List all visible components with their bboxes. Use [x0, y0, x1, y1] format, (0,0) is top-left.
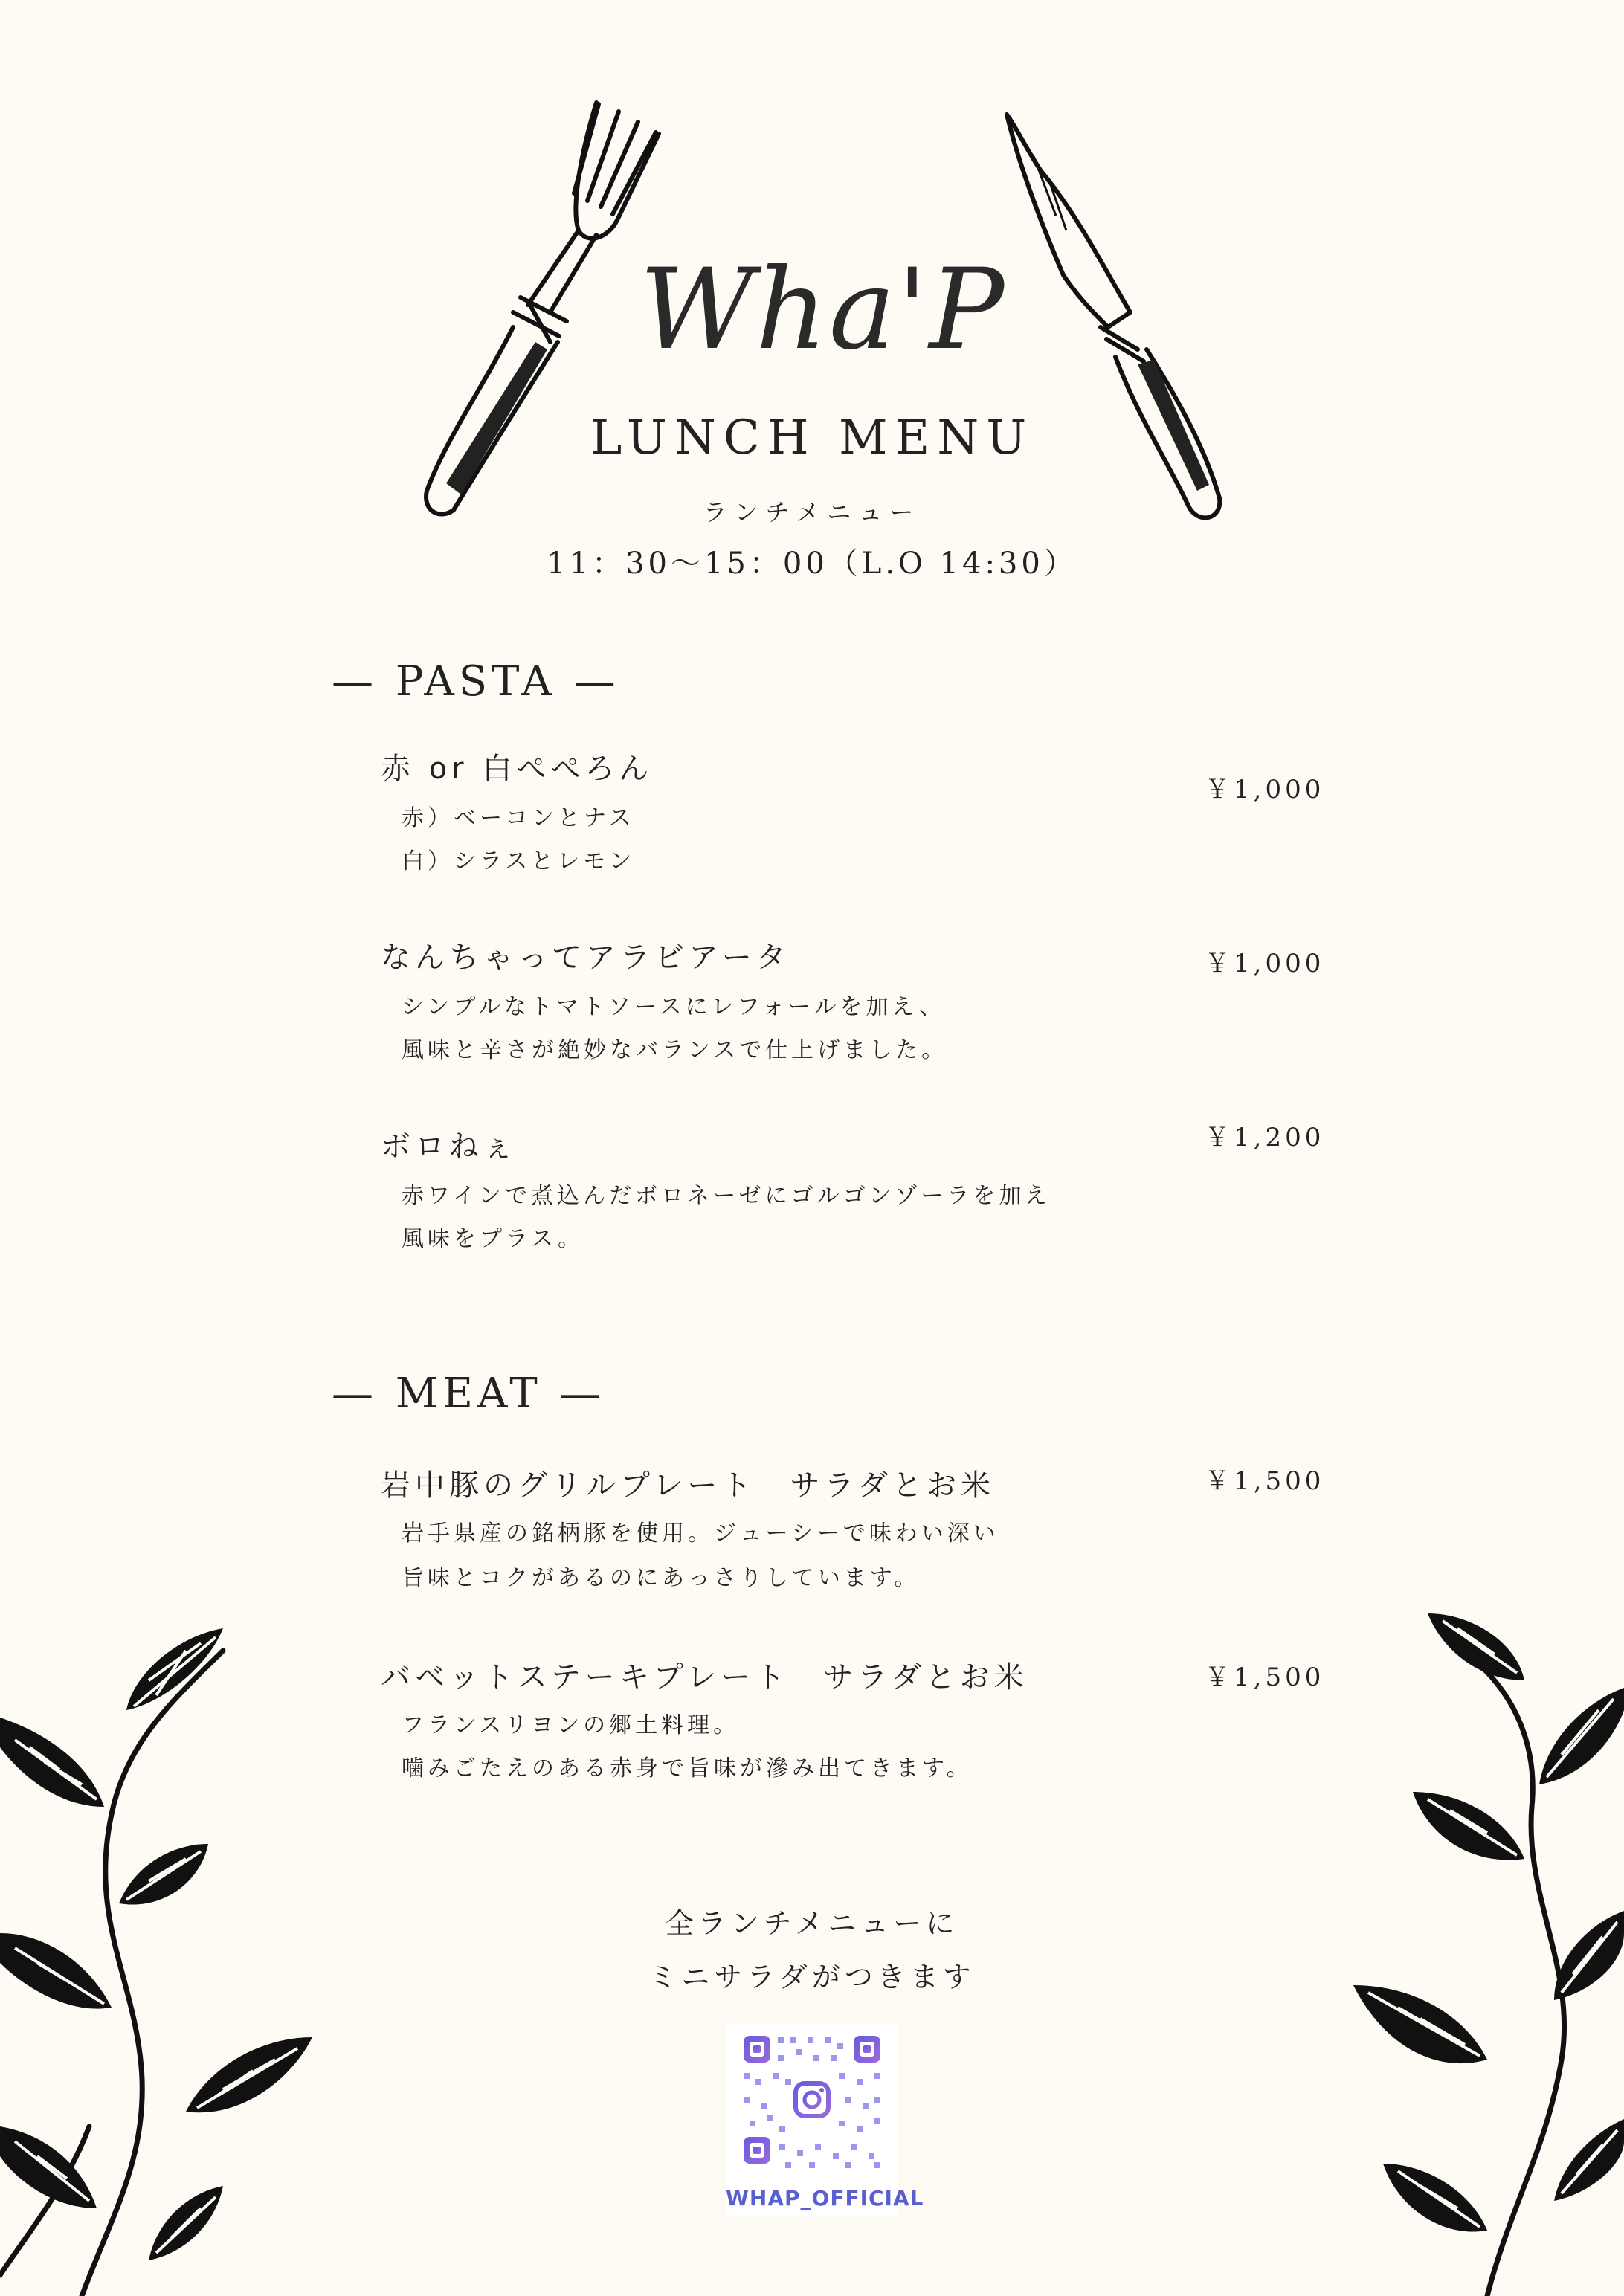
footer-note: 全ランチメニューに	[665, 1907, 959, 1940]
opening-hours: 11：30〜15：00（L.O 14:30）	[547, 546, 1077, 581]
item-price: ￥1,000	[1205, 775, 1325, 804]
logo: Wha'P	[639, 245, 1006, 375]
section-heading-meat: — MEAT —	[332, 1370, 606, 1418]
knife-icon	[989, 104, 1242, 535]
item-name: なんちゃってアラビアータ	[381, 941, 790, 975]
item-description: 赤）ベーコンとナス	[402, 805, 635, 831]
leaf-vine-icon	[0, 1621, 327, 2296]
item-name: ボロねぇ	[381, 1129, 518, 1164]
item-description: 赤ワインで煮込んだボロネーゼにゴルゴンゾーラを加え	[402, 1183, 1051, 1209]
item-description: 風味をプラス。	[402, 1226, 584, 1252]
item-description: 岩手県産の銘柄豚を使用。ジューシーで味わい深い	[402, 1521, 999, 1547]
leaf-vine-icon	[1338, 1599, 1624, 2296]
item-name: 赤 or 白ぺぺろん	[381, 752, 654, 786]
item-price: ￥1,000	[1205, 949, 1325, 978]
item-price: ￥1,200	[1205, 1123, 1325, 1152]
qr-label: WHAP_OFFICIAL	[726, 2186, 924, 2210]
qr-pattern	[726, 2025, 898, 2181]
item-description: 旨味とコクがあるのにあっさりしています。	[402, 1565, 921, 1591]
item-name: 岩中豚のグリルプレート サラダとお米	[381, 1468, 995, 1503]
item-description: フランスリヨンの郷土料理。	[402, 1712, 740, 1738]
menu-subtitle: ランチメニュー	[703, 498, 921, 526]
item-description: 白）シラスとレモン	[402, 848, 636, 874]
section-heading-pasta: — PASTA —	[332, 657, 620, 706]
item-description: 風味と辛さが絶妙なバランスで仕上げました。	[402, 1037, 948, 1063]
menu-title: LUNCH MENU	[590, 410, 1034, 465]
footer-note: ミニサラダがつきます	[648, 1961, 976, 1993]
item-price: ￥1,500	[1205, 1663, 1325, 1692]
instagram-icon	[796, 2083, 828, 2116]
item-description: 噛みごたえのある赤身で旨味が滲み出てきます。	[402, 1755, 973, 1781]
item-price: ￥1,500	[1205, 1466, 1325, 1496]
item-description: シンプルなトマトソースにレフォールを加え、	[402, 994, 946, 1020]
fork-icon	[402, 89, 669, 535]
item-name: バベットステーキプレート サラダとお米	[381, 1660, 1028, 1694]
